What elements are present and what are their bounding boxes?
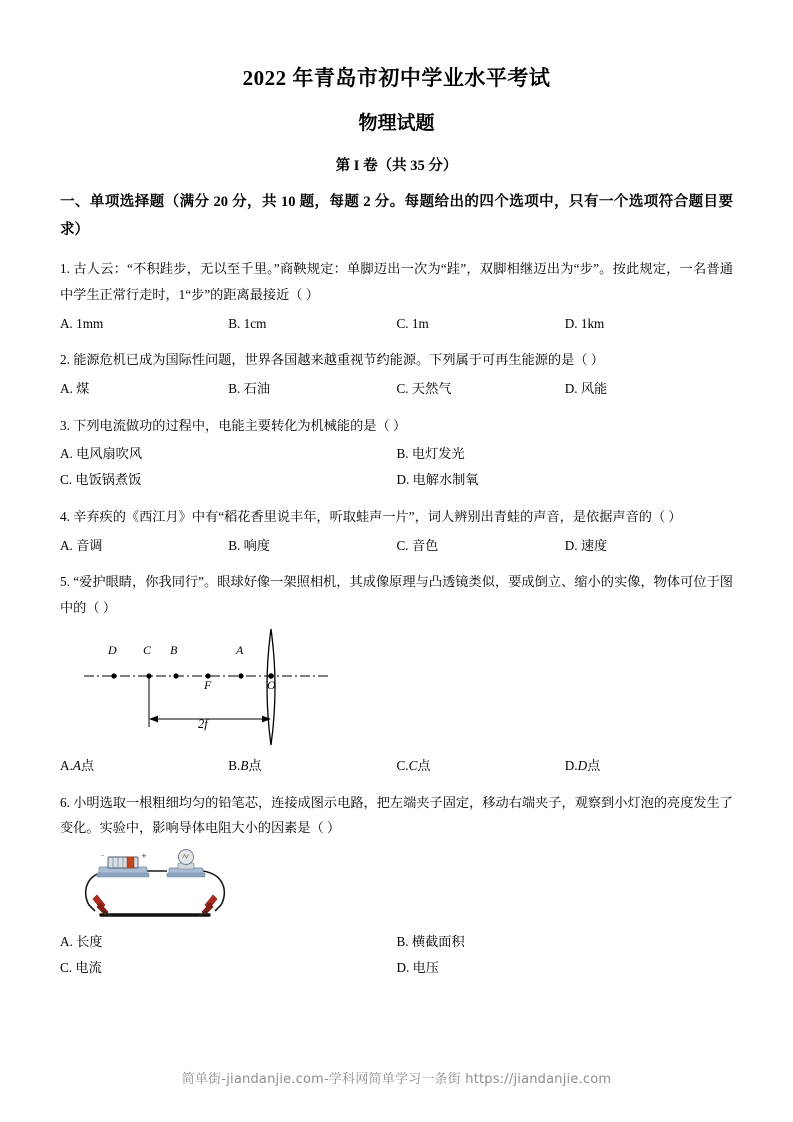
question-stem: 4. 辛弃疾的《西江月》中有“稻花香里说丰年，听取蛙声一片”，词人辨别出青蛙的声音，是依据声音的（ ） — [60, 508, 682, 524]
section-heading: 一、单项选择题（满分 20 分，共 10 题，每题 2 分。每题给出的四个选项中，只有一个选项符合题目要求） — [60, 194, 733, 239]
option-d[interactable]: D. 电压 — [396, 959, 439, 975]
option-list — [60, 308, 733, 337]
battery-base-shadow — [97, 873, 149, 877]
question-stem: 6. 小明选取一根粗细均匀的铅笔芯，连接成图示电路，把左端夹子固定，移动右端夹子，观察到小灯泡的亮度发生了变化。实验中，影响导体电阻大小的因素是（ ） — [60, 794, 733, 836]
arrowhead-left — [149, 715, 158, 722]
option-b[interactable]: B. 响度 — [228, 537, 271, 553]
point-A — [238, 673, 243, 678]
option-c[interactable]: C. 电饭锅煮饭 — [60, 472, 142, 488]
option-d[interactable]: D. 电解水制氧 — [396, 472, 479, 488]
option-d[interactable]: D. 速度 — [564, 537, 608, 553]
option-list — [60, 921, 733, 980]
question-2 — [60, 336, 733, 401]
option-c[interactable]: C. 音色 — [396, 537, 439, 553]
pencil-lead-circuit-photo — [75, 849, 235, 921]
page-title: 2022 年青岛市初中学业水平考试 — [242, 66, 551, 90]
option-row — [60, 467, 733, 493]
option-a[interactable]: A. 音调 — [60, 537, 103, 553]
point-B — [173, 673, 178, 678]
question-3 — [60, 402, 733, 493]
footer-watermark: 简单街-jiandanjie.com-学科网简单学习一条街 https://jiandanjie.com — [181, 1072, 612, 1087]
option-d-prefix: D. — [564, 757, 578, 773]
option-c[interactable] — [397, 753, 565, 779]
option-list — [60, 438, 733, 492]
battery-positive-band — [127, 857, 134, 868]
alligator-clip-left — [93, 895, 111, 916]
option-a[interactable]: A. 煤 — [60, 380, 90, 396]
paper-part-label: 第 I 卷（共 35 分） — [335, 157, 458, 174]
lamp-base-shadow — [167, 873, 205, 877]
optics-lens-diagram — [72, 621, 402, 747]
option-b-point: B — [240, 757, 249, 773]
battery-plus-terminal: + — [141, 852, 147, 861]
option-row — [60, 955, 733, 981]
question-4 — [60, 493, 733, 558]
option-row — [60, 441, 733, 467]
option-a[interactable]: A. 1mm — [60, 315, 104, 331]
question-stem: 3. 下列电流做功的过程中，电能主要转化为机械能的是（ ） — [60, 417, 407, 433]
option-d-point: D — [577, 757, 588, 773]
label-point-A: A — [236, 642, 244, 657]
option-a[interactable] — [60, 753, 228, 779]
option-row — [60, 376, 733, 402]
arrowhead-right — [262, 715, 271, 722]
option-row — [60, 311, 733, 337]
option-row — [60, 533, 733, 559]
subject-title: 物理试题 — [358, 113, 435, 135]
option-d-suffix: 点 — [587, 757, 601, 773]
question-5 — [60, 558, 733, 778]
option-c[interactable]: C. 1m — [396, 315, 429, 331]
option-c-point: C — [408, 757, 418, 773]
option-a[interactable]: A. 电风扇吹风 — [60, 446, 143, 462]
label-point-C: C — [143, 642, 152, 657]
option-d[interactable]: D. 风能 — [564, 380, 608, 396]
option-d[interactable] — [565, 753, 733, 779]
option-c[interactable]: C. 电流 — [60, 959, 102, 975]
option-row — [60, 929, 733, 955]
label-point-O: O — [267, 677, 276, 692]
label-point-B: B — [170, 642, 178, 657]
option-a-suffix: 点 — [80, 757, 95, 773]
circuit-photo-svg — [75, 849, 235, 921]
label-point-D: D — [108, 642, 117, 657]
question-1 — [60, 245, 733, 336]
label-dimension-2f: 2f — [198, 716, 208, 731]
option-list — [60, 530, 733, 559]
option-b[interactable]: B. 电灯发光 — [396, 446, 465, 462]
option-c-prefix: C. — [396, 757, 409, 773]
question-stem: 1. 古人云：“不积跬步，无以至千里。”商鞅规定：单脚迈出一次为“跬”，双脚相继迈出为“步”。按此规定，一名普通中学生正常行走时，1“步”的距离最接近（ ） — [60, 261, 733, 302]
battery-minus-terminal: – — [101, 852, 104, 860]
option-d[interactable]: D. 1km — [564, 315, 605, 331]
question-stem: 5. “爱护眼睛，你我同行”。眼球好像一架照相机，其成像原理与凸透镜类似，要成倒立、缩小的实像，物体可位于图中的（ ） — [60, 574, 733, 616]
alligator-clip-right — [199, 895, 217, 916]
option-a-prefix: A. — [60, 757, 73, 773]
option-b-suffix: 点 — [248, 757, 262, 773]
option-list — [60, 373, 733, 402]
option-b[interactable]: B. 横截面积 — [396, 934, 465, 950]
question-6 — [60, 779, 733, 981]
option-b[interactable]: B. 1cm — [228, 315, 267, 331]
option-b-prefix: B. — [228, 757, 241, 773]
label-point-F: F — [204, 677, 212, 692]
option-b[interactable] — [228, 753, 396, 779]
option-b[interactable]: B. 石油 — [228, 380, 271, 396]
point-D — [111, 673, 116, 678]
option-c-suffix: 点 — [417, 757, 431, 773]
option-a[interactable]: A. 长度 — [60, 934, 103, 950]
question-stem: 2. 能源危机已成为国际性问题，世界各国越来越重视节约能源。下列属于可再生能源的是（ ） — [60, 352, 604, 368]
option-row — [60, 753, 733, 779]
option-a-point: A — [72, 757, 81, 773]
option-c[interactable]: C. 天然气 — [396, 380, 452, 396]
